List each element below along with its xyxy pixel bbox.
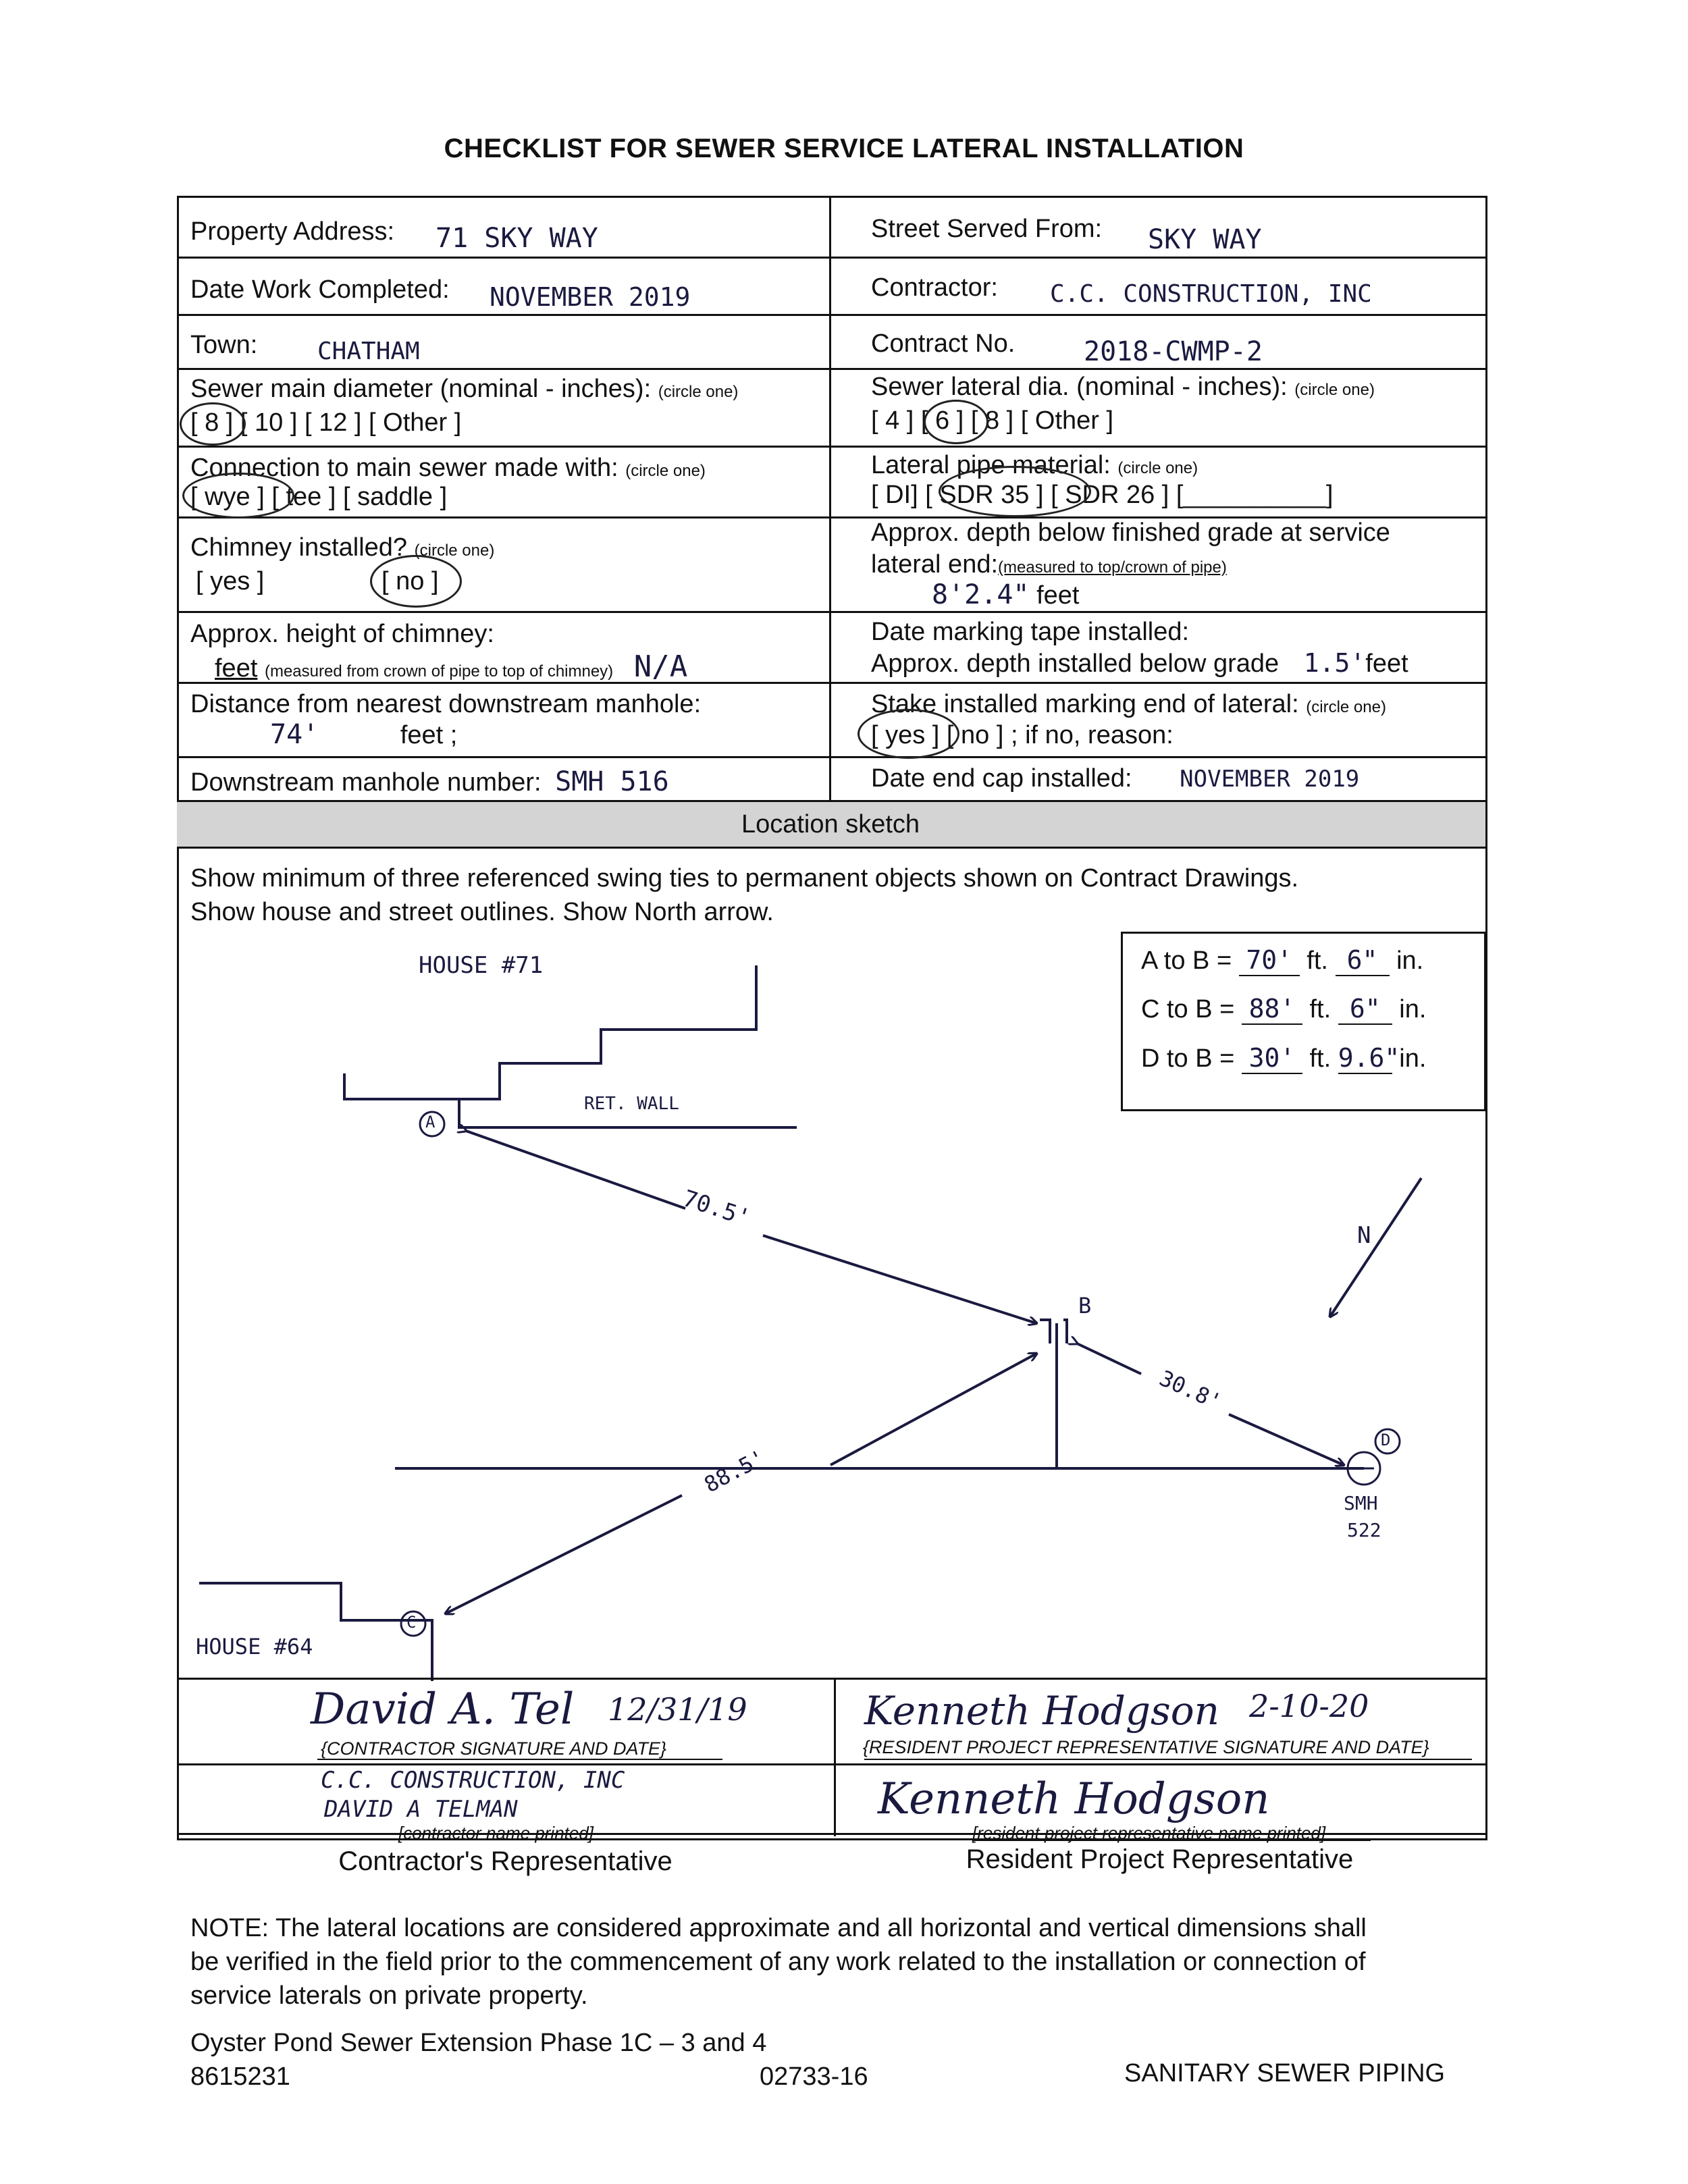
chimney-yes: [ yes ] [196,567,265,595]
point-c-label: C [406,1613,417,1632]
contractor-label: Contractor: [871,273,998,302]
north-label: N [1357,1222,1371,1249]
tie-row-ab: A to B = 70' ft. 6" in. [1141,945,1424,975]
pipe-material-options: [ DI] [ SDR 35 ] [ SDR 26 ] [__________] [871,481,1334,509]
note-line-3: service laterals on private property. [190,1981,588,2010]
tie-row-db: D to B = 30' ft. 9.6" in. [1141,1043,1427,1073]
footer-project: Oyster Pond Sewer Extension Phase 1C – 3 and 4 [190,2029,767,2057]
date-work-value: NOVEMBER 2019 [490,282,691,312]
location-sketch-header: Location sketch [741,810,920,838]
resident-name-label: [resident project representative name printed] [972,1823,1326,1843]
house-71-label: HOUSE #71 [419,952,544,979]
tie-row-cb: C to B = 88' ft. 6" in. [1141,994,1427,1023]
circle-mark-8 [180,402,246,446]
resident-signature: Kenneth Hodgson [864,1688,1220,1734]
contractor-name-label: [contractor name printed] [398,1823,594,1843]
lateral-dia-label: Sewer lateral dia. (nominal - inches): (circle one) [871,373,1375,401]
smh-label: SMH [1344,1492,1378,1514]
street-served-value: SKY WAY [1148,224,1262,255]
contractor-signature-date: 12/31/19 [608,1691,747,1728]
circle-mark-yes [858,709,959,759]
pipe-material-label: Lateral pipe material: (circle one) [871,451,1198,479]
contractor-name-1: C.C. CONSTRUCTION, INC [321,1767,625,1794]
contractor-value: C.C. CONSTRUCTION, INC [1050,280,1372,308]
house-64-label: HOUSE #64 [196,1634,313,1659]
page-title: CHECKLIST FOR SEWER SERVICE LATERAL INSTALLATION [444,134,1244,163]
circle-mark-wye [182,473,294,518]
point-d-label: D [1381,1431,1391,1449]
street-served-label: Street Served From: [871,215,1103,243]
footer-number: 8615231 [190,2062,290,2091]
lateral-dia-options: [ 4 ] [ 6 ] [ 8 ] [ Other ] [871,406,1114,435]
chimney-height-row: feet (measured from crown of pipe to top of chimney) N/A [215,649,688,684]
date-work-label: Date Work Completed: [190,275,450,304]
marking-tape-label: Date marking tape installed: [871,618,1190,646]
resident-name: Kenneth Hodgson [878,1774,1270,1824]
resident-signature-label: {RESIDENT PROJECT REPRESENTATIVE SIGNATURE AND DATE} [863,1737,1429,1757]
footer-division: SANITARY SEWER PIPING [1124,2059,1446,2087]
contractor-representative: Contractor's Representative [338,1846,672,1876]
property-address-label: Property Address: [190,217,395,246]
end-cap-row: Date end cap installed: NOVEMBER 2019 [871,764,1360,793]
contractor-signature: David A. Tel [311,1684,575,1734]
ret-wall-label: RET. WALL [584,1094,679,1114]
chimney-no: [ no ] [381,567,439,595]
sewer-main-options: [ 8 ] [ 10 ] [ 12 ] [ Other ] [190,408,462,437]
dim-ab-label: 70.5' [679,1185,754,1232]
note-line-1: NOTE: The lateral locations are considered approximate and all horizontal and vertical dimensions shall [190,1914,1367,1942]
contract-no-value: 2018-CWMP-2 [1084,336,1263,367]
resident-representative: Resident Project Representative [966,1844,1354,1874]
sewer-main-label: Sewer main diameter (nominal - inches): (circle one) [190,375,739,403]
stake-label: Stake installed marking end of lateral: (circle one) [871,690,1386,718]
manhole-row: Downstream manhole number: SMH 516 [190,766,669,797]
circle-mark-6 [924,400,988,444]
sketch-instruction-2: Show house and street outlines. Show North arrow. [190,898,774,926]
depth-label-2: lateral end:(measured to top/crown of pipe) [871,550,1227,579]
contract-no-label: Contract No. [871,329,1016,358]
note-line-2: be verified in the field prior to the commencement of any work related to the installation or connection of [190,1948,1366,1976]
town-label: Town: [190,331,258,359]
circle-mark-sdr35 [939,466,1091,517]
circle-mark-no [370,555,462,608]
distance-row: 74' feet ; [270,719,458,750]
town-value: CHATHAM [317,338,420,365]
footer-section: 02733-16 [760,2062,868,2091]
chimney-height-label: Approx. height of chimney: [190,620,494,648]
column-divider [829,196,831,800]
connection-options: [ wye ] [ tee ] [ saddle ] [190,483,448,511]
contractor-name-2: DAVID A TELMAN [324,1796,518,1823]
chimney-label: Chimney installed? (circle one) [190,533,495,562]
depth-value: 8'2.4" feet [932,579,1080,610]
connection-label: Connection to main sewer made with: (circle one) [190,454,706,482]
smh-number-label: 522 [1347,1519,1381,1541]
marking-depth-row: Approx. depth installed below grade 1.5'feet [871,648,1408,678]
sketch-instruction-1: Show minimum of three referenced swing ties to permanent objects shown on Contract Drawings. [190,864,1299,893]
contractor-signature-label: {CONTRACTOR SIGNATURE AND DATE} [321,1738,667,1759]
dim-cb-label: 88.5' [700,1444,770,1498]
point-a-label: A [425,1113,436,1131]
depth-label-1: Approx. depth below finished grade at service [871,518,1390,547]
dim-db-label: 30.8' [1155,1365,1225,1415]
property-address-value: 71 SKY WAY [436,223,598,254]
stake-options: [ yes ] [ no ] ; if no, reason: [871,721,1173,749]
point-b-label: B [1078,1293,1092,1319]
resident-signature-date: 2-10-20 [1249,1688,1369,1724]
distance-label: Distance from nearest downstream manhole: [190,690,702,718]
